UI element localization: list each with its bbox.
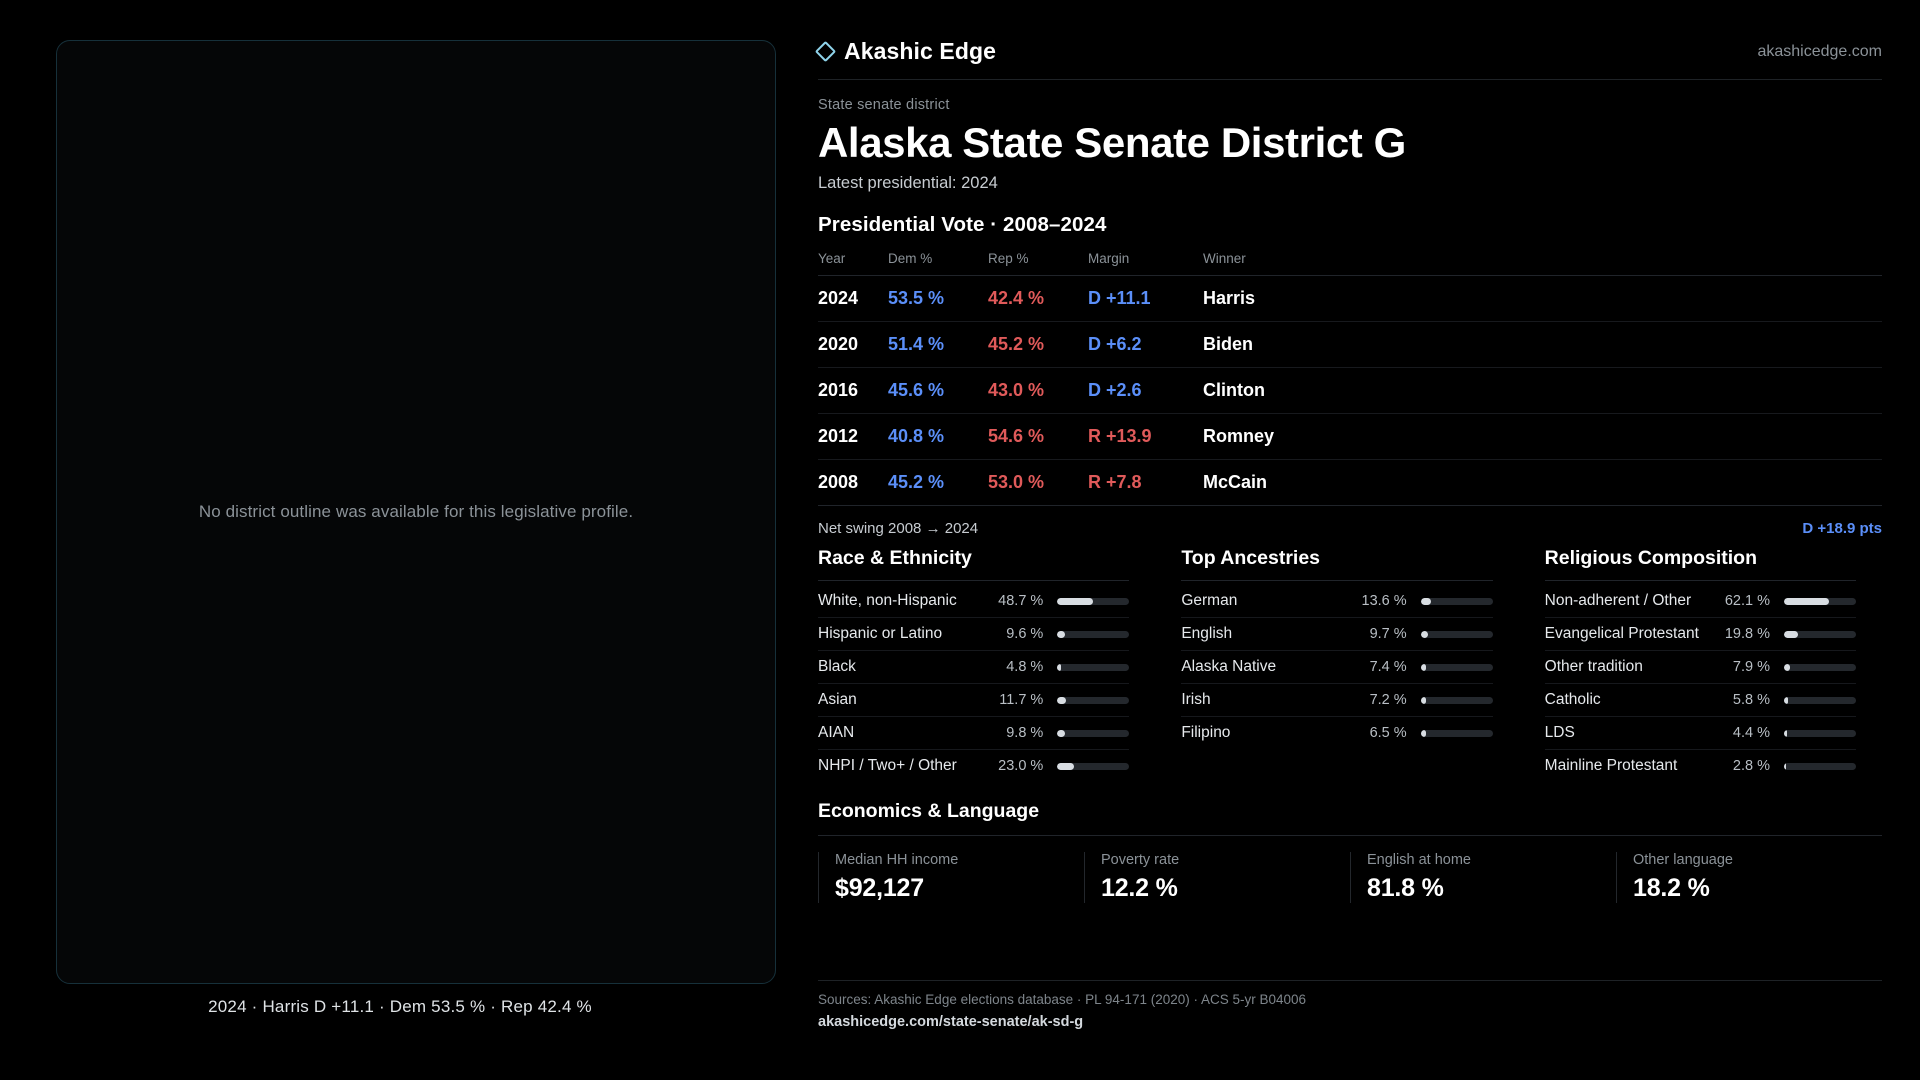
race-column [818, 547, 1155, 782]
col-year: Year [818, 251, 888, 276]
item-label: Other tradition [1544, 658, 1643, 676]
religion-heading: Religious Composition [1545, 547, 1856, 581]
list-item [1181, 618, 1492, 651]
item-bar [1784, 697, 1856, 704]
item-bar-fill [1057, 763, 1074, 770]
ancestry-column [1155, 547, 1518, 782]
item-bar-fill [1421, 730, 1426, 737]
list-item [1545, 717, 1856, 750]
cell-winner: Harris [1203, 276, 1882, 322]
col-margin: Margin [1088, 251, 1203, 276]
list-item [1181, 684, 1492, 717]
cell-winner: Romney [1203, 414, 1882, 460]
cell-winner: Clinton [1203, 368, 1882, 414]
vote-section-heading: Presidential Vote · 2008–2024 [818, 213, 1107, 237]
cell-margin: D +2.6 [1088, 368, 1203, 414]
item-bar-fill [1421, 598, 1431, 605]
stat-card [1616, 852, 1882, 903]
list-item [818, 585, 1129, 618]
cell-winner: Biden [1203, 322, 1882, 368]
list-item [1545, 684, 1856, 717]
list-item [1181, 717, 1492, 749]
cell-rep: 43.0 % [988, 368, 1088, 414]
item-value: 7.4 % [1369, 659, 1407, 676]
list-item [818, 684, 1129, 717]
demographics-columns [818, 547, 1882, 782]
cell-rep: 54.6 % [988, 414, 1088, 460]
item-label: Mainline Protestant [1544, 757, 1678, 775]
item-label: AIAN [818, 724, 855, 742]
item-bar [1057, 697, 1129, 704]
col-winner: Winner [1203, 251, 1882, 276]
list-item [818, 651, 1129, 684]
stat-label: English at home [1367, 852, 1471, 869]
list-item [818, 717, 1129, 750]
item-bar [1057, 664, 1129, 671]
stat-value: 81.8 % [1367, 874, 1444, 903]
brand-lockup [818, 38, 996, 65]
item-bar-fill [1057, 730, 1064, 737]
presidential-vote-table [818, 251, 1882, 506]
col-rep: Rep % [988, 251, 1088, 276]
item-label: Irish [1181, 691, 1211, 709]
item-bar-fill [1784, 598, 1829, 605]
list-item [1181, 585, 1492, 618]
item-label: Alaska Native [1181, 658, 1277, 676]
item-label: White, non-Hispanic [818, 592, 957, 610]
item-bar [1421, 697, 1493, 704]
item-bar-fill [1057, 697, 1066, 704]
item-bar [1421, 631, 1493, 638]
stat-card [1350, 852, 1616, 903]
table-row [818, 414, 1882, 460]
cell-margin: R +7.8 [1088, 460, 1203, 506]
economics-stats [818, 852, 1882, 903]
brand-url: akashicedge.com [1757, 42, 1882, 60]
item-value: 9.8 % [1006, 725, 1044, 742]
item-label: English [1181, 625, 1233, 643]
list-item [1545, 651, 1856, 684]
item-bar [1057, 631, 1129, 638]
item-bar-fill [1057, 664, 1061, 671]
item-bar-fill [1784, 631, 1798, 638]
map-panel [0, 0, 800, 1080]
ancestry-heading: Top Ancestries [1181, 547, 1492, 581]
item-label: Asian [818, 691, 857, 709]
item-bar [1784, 763, 1856, 770]
item-label: German [1181, 592, 1238, 610]
item-bar-fill [1784, 664, 1790, 671]
item-value: 62.1 % [1724, 593, 1770, 610]
footer-divider [818, 980, 1882, 981]
brand-name: Akashic Edge [844, 38, 997, 64]
item-value: 48.7 % [998, 593, 1044, 610]
cell-year: 2016 [818, 368, 888, 414]
item-label: Hispanic or Latino [818, 625, 943, 643]
stat-label: Median HH income [835, 852, 959, 869]
item-bar-fill [1421, 697, 1426, 704]
page-title: Alaska State Senate District G [818, 119, 1406, 166]
item-bar-fill [1784, 730, 1787, 737]
religion-column [1519, 547, 1882, 782]
table-row [818, 276, 1882, 322]
page-subtitle: Latest presidential: 2024 [818, 174, 998, 193]
item-bar-fill [1421, 664, 1426, 671]
col-dem: Dem % [888, 251, 988, 276]
map-caption: 2024 · Harris D +11.1 · Dem 53.5 % · Rep 42.4 % [208, 997, 592, 1016]
stat-card [1084, 852, 1350, 903]
cell-winner: McCain [1203, 460, 1882, 506]
cell-dem: 51.4 % [888, 322, 988, 368]
item-value: 5.8 % [1732, 692, 1770, 709]
race-heading: Race & Ethnicity [818, 547, 1129, 581]
footer-sources: Sources: Akashic Edge elections database · PL 94-171 (2020) · ACS 5-yr B04006 [818, 992, 1307, 1007]
net-swing-label: Net swing 2008 → 2024 [818, 520, 979, 538]
cell-rep: 45.2 % [988, 322, 1088, 368]
cell-rep: 42.4 % [988, 276, 1088, 322]
item-label: LDS [1544, 724, 1575, 742]
item-bar [1421, 664, 1493, 671]
net-swing-value: D +18.9 pts [1802, 520, 1882, 538]
item-bar [1421, 598, 1493, 605]
cell-dem: 45.6 % [888, 368, 988, 414]
item-label: Filipino [1181, 724, 1231, 742]
item-label: Non-adherent / Other [1544, 592, 1692, 610]
list-item [1545, 618, 1856, 651]
item-bar-fill [1421, 631, 1428, 638]
item-bar [1784, 730, 1856, 737]
brand-bar [818, 0, 1882, 79]
cell-dem: 40.8 % [888, 414, 988, 460]
item-value: 19.8 % [1724, 626, 1770, 643]
item-label: Catholic [1544, 691, 1601, 709]
economics-heading: Economics & Language [818, 800, 1882, 836]
page-eyebrow: State senate district [818, 97, 950, 113]
item-bar [1057, 730, 1129, 737]
table-header-row [818, 251, 1882, 276]
item-value: 7.9 % [1732, 659, 1770, 676]
item-label: NHPI / Two+ / Other [818, 757, 957, 775]
item-value: 6.5 % [1369, 725, 1407, 742]
cell-dem: 53.5 % [888, 276, 988, 322]
item-bar [1784, 598, 1856, 605]
cell-margin: D +11.1 [1088, 276, 1203, 322]
list-item [818, 618, 1129, 651]
map-empty-message: No district outline was available for this legislative profile. [198, 502, 634, 521]
table-row [818, 322, 1882, 368]
cell-margin: R +13.9 [1088, 414, 1203, 460]
cell-rep: 53.0 % [988, 460, 1088, 506]
stat-value: 18.2 % [1633, 874, 1710, 903]
stat-card [818, 852, 1084, 903]
item-label: Evangelical Protestant [1544, 625, 1699, 643]
district-map-container [56, 40, 776, 984]
cell-year: 2024 [818, 276, 888, 322]
cell-year: 2008 [818, 460, 888, 506]
content-panel [800, 0, 1920, 1080]
item-value: 4.4 % [1732, 725, 1770, 742]
net-swing-row [818, 506, 1882, 541]
item-value: 9.6 % [1006, 626, 1044, 643]
item-bar-fill [1057, 598, 1092, 605]
cell-margin: D +6.2 [1088, 322, 1203, 368]
item-value: 11.7 % [999, 692, 1044, 709]
item-value: 4.8 % [1006, 659, 1044, 676]
stat-label: Other language [1633, 852, 1733, 869]
item-value: 7.2 % [1369, 692, 1407, 709]
item-value: 2.8 % [1732, 758, 1770, 775]
diamond-icon [815, 41, 836, 62]
header-divider [818, 79, 1882, 80]
cell-year: 2012 [818, 414, 888, 460]
item-bar [1784, 631, 1856, 638]
item-label: Black [818, 658, 856, 676]
list-item [1545, 750, 1856, 782]
item-value: 23.0 % [998, 758, 1044, 775]
item-bar-fill [1784, 763, 1786, 770]
item-value: 13.6 % [1361, 593, 1407, 610]
table-row [818, 368, 1882, 414]
cell-year: 2020 [818, 322, 888, 368]
stat-label: Poverty rate [1101, 852, 1180, 869]
item-value: 9.7 % [1369, 626, 1407, 643]
item-bar-fill [1784, 697, 1788, 704]
list-item [818, 750, 1129, 782]
list-item [1545, 585, 1856, 618]
item-bar [1057, 763, 1129, 770]
item-bar [1421, 730, 1493, 737]
item-bar [1784, 664, 1856, 671]
item-bar [1057, 598, 1129, 605]
stat-value: 12.2 % [1101, 874, 1178, 903]
stat-value: $92,127 [835, 874, 924, 903]
cell-dem: 45.2 % [888, 460, 988, 506]
footer-url: akashicedge.com/state-senate/ak-sd-g [818, 1014, 1084, 1030]
table-row [818, 460, 1882, 506]
list-item [1181, 651, 1492, 684]
item-bar-fill [1057, 631, 1064, 638]
footer [818, 980, 1882, 1030]
